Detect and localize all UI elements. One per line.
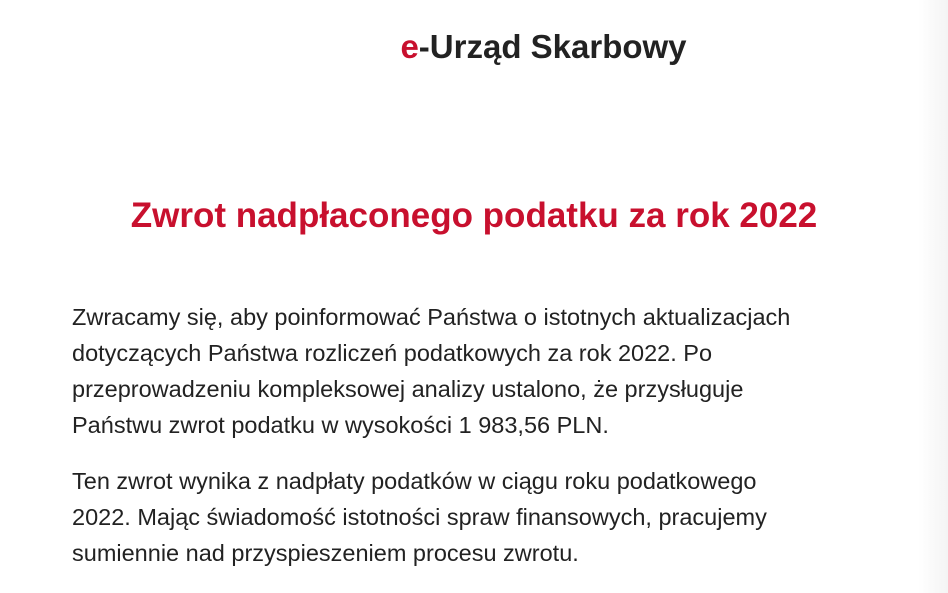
paragraph-line: sumiennie nad przyspieszeniem procesu zwrotu. [72,540,579,566]
paragraph-line: Ten zwrot wynika z nadpłaty podatków w ciągu roku podatkowego [72,468,757,494]
scroll-edge [918,0,948,593]
page-title: Zwrot nadpłaconego podatku za rok 2022 [130,196,818,235]
paragraph-refund-info [72,299,902,443]
brand-prefix: e [400,28,419,65]
brand-logo [0,28,948,66]
paragraph-line: Zwracamy się, aby poinformować Państwa o istotnych aktualizacjach [72,304,791,330]
paragraph-line: Państwu zwrot podatku w wysokości 1 983,56 PLN. [72,412,609,438]
paragraph-refund-reason [72,463,902,571]
brand-name: -Urząd Skarbowy [418,28,687,65]
paragraph-line: 2022. Mając świadomość istotności spraw finansowych, pracujemy [72,504,767,530]
paragraph-line: dotyczących Państwa rozliczeń podatkowych za rok 2022. Po [72,340,713,366]
paragraph-line: przeprowadzeniu kompleksowej analizy ustalono, że przysługuje [72,376,744,402]
